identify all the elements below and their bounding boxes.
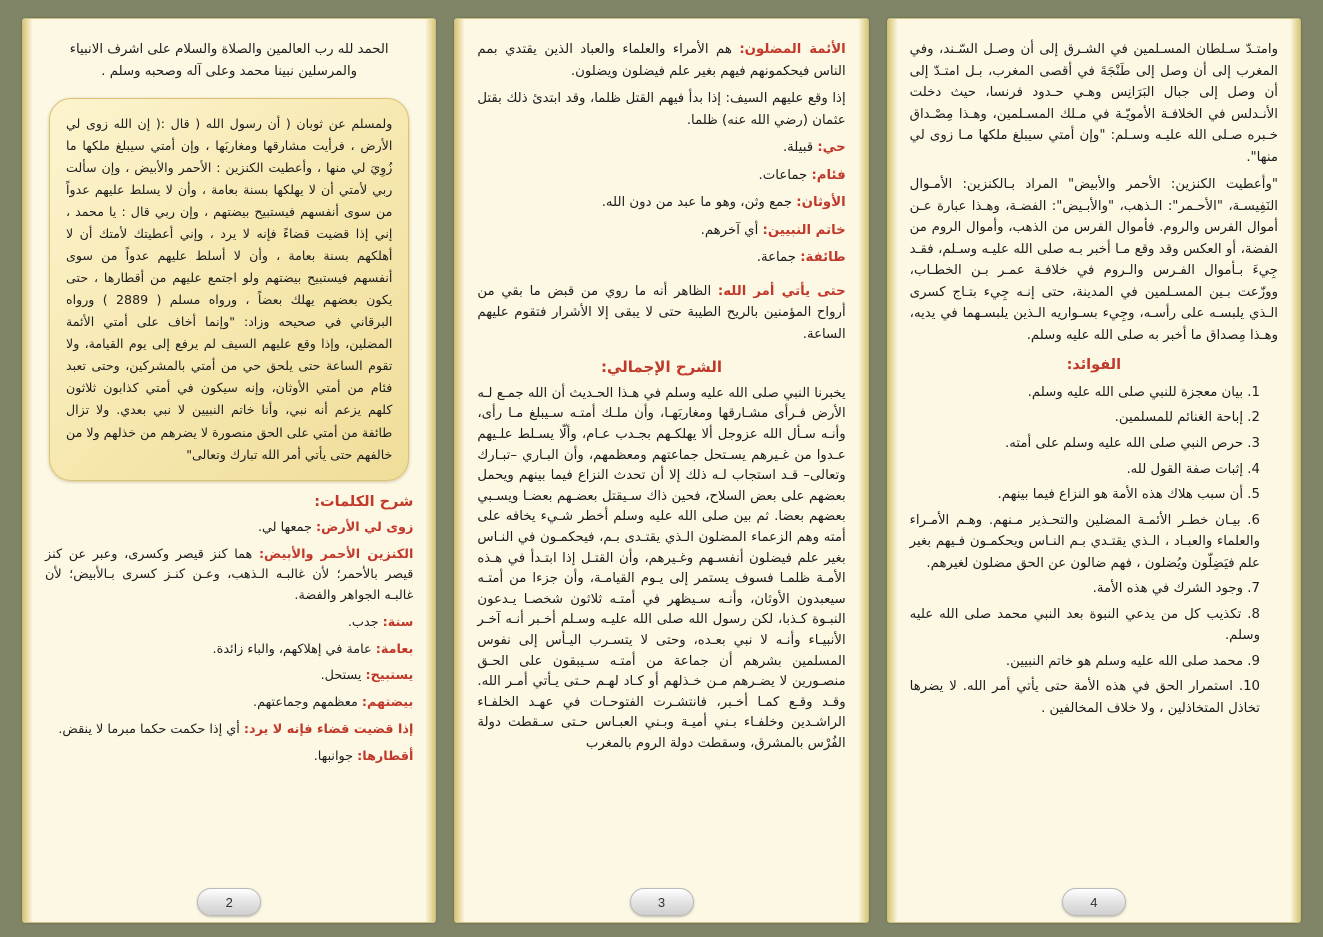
word-text: هما كنز قيصر وكسرى، وعبر عن كنز قيصر بالأحمر؛ لأن غالبـه الـذهب، وعـن كنـز كسرى بـالأبيض؛ لأن غالبـه الجواهر والفضة.	[45, 546, 414, 604]
fawaid-heading: الفوائد:	[1066, 357, 1122, 374]
hadith-quote-box: ولمسلم عن ثوبان ( أن رسول الله ( قال :( إن الله زوى لي الأرض ، فرأيت مشارقها ومغاربَها ، وإن أمتي سيبلغ ملكها ما زُوِيَ لي منها ، وأعطيت الكنزين : الأحمر والأبيض ، وإن سألت ربي لأمتي أن لا يهلكها بسنة بعامة ، وأن لا يسلط عليهم عدواً من سوى أنفسهم فيستبيح بيضتهم ، وإن ربي قال : يا محمد ، إني إذا قضيت قضاءً فإنه لا يرد ، وإني أعطيتك لأمتك أن لا أهلكهم بسنة بعامة ، وأن لا أسلط عليهم عدواً من سوى أنفسهم فيستبيح بيضتهم ولو اجتمع عليهم من أقطارها ، حتى يكون بعضهم يهلك بعضاً ، ورواه مسلم ( 2889 ) ورواه البرقاني في صحيحه وزاد: "وإنما أخاف على أمتي الأئمة المضلين، وإذا وقع عليهم السيف لم يرفع إلى يوم القيامة، ولا تقوم الساعة حتى يلحق حي من أمتي بالمشركين، وحتى تعبد فئام من أمتي الأوثان، وإنه سيكون في أمتي كذابون ثلاثون كلهم يزعم أنه نبي، وأنا خاتم النبيين لا نبي بعدي. ولا تزال طائفة من أمتي على الحق منصورة لا يضرهم من خذلهم ولا من خالفهم حتى يأتي أمر الله تبارك وتعالى"	[49, 98, 409, 481]
word-entry	[45, 640, 413, 661]
word-entry	[45, 545, 413, 607]
fawaid-list	[910, 382, 1278, 719]
word-term: بعامة:	[375, 641, 414, 657]
glossary-entry	[477, 165, 845, 187]
sword-paragraph: إذا وقع عليهم السيف: إذا بدأ فيهم القتل ظلما، وقد ابتدئ ذلك بقتل عثمان (رضي الله عنه) ظلما.	[477, 91, 846, 128]
word-text: معظمهم وجماعتهم.	[253, 695, 362, 711]
glossary-text: جماعات.	[758, 167, 812, 183]
book-page-2	[22, 18, 436, 923]
page-4-paragraph-1: وامتـدّ سـلطان المسـلمين في الشـرق إلى أن وصـل السّـند، وفي المغرب إلى أن وصل إلى طَنْجَةَ في أقصى المغرب، بـل امتـدّ إلى أن وصل إلى جبال البَرَانِس وهـي حـدود فرنسا، حيث دخلت الأنـدلس في الخلافـة الأمويّـة في مـلك المسـلمين، وهـذا مِصْـداق خـبره صـلى الله عليـه وسـلم: "وإن أمتي سيبلغ ملكها مـا زوى لي منها".	[909, 42, 1278, 165]
list-item: 4. إثبات صفة القول لله.	[1126, 461, 1260, 477]
imams-definition-term: الأئمة المضلون:	[739, 42, 846, 57]
list-item: 6. بيـان خطـر الأئمـة المضلين والتحـذير مـنهم. وهـم الأمـراء والعلماء والعبـاد ، الـذي يقتـدي بـم النـاس ويحكمـون فـيهم بغير علم فيَضِلّون ويُضلون ، فهم ضالون عن الحق مضلون لغيرهم.	[909, 512, 1260, 571]
page-2-content	[23, 19, 435, 922]
book-page-3	[454, 18, 868, 923]
glossary-entry	[477, 247, 845, 269]
page-number-badge: 3	[630, 888, 694, 916]
word-text: جوانبها.	[313, 748, 358, 764]
list-item: 3. حرص النبي صلى الله عليه وسلم على أمته.	[1005, 435, 1260, 451]
word-term: زوى لي الأرض:	[316, 520, 414, 536]
imams-definition-text: هم الأمراء والعلماء والعباد الذين يقتدي بمم الناس فيحكمونهم فيهم بغير علم فيضلون ويضلون.	[477, 42, 846, 79]
word-term: بيضتهم:	[361, 695, 414, 711]
list-item: 5. أن سبب هلاك هذه الأمة هو النزاع فيما بينهم.	[997, 487, 1260, 503]
list-item: 8. تكذيب كل من يدعي النبوة بعد النبي محمد صلى الله عليه وسلم.	[909, 606, 1260, 644]
basmalah-opening: الحمد لله رب العالمين والصلاة والسلام على اشرف الانبياء والمرسلين نبينا محمد وعلى آله وصحبه وسلم .	[69, 42, 389, 79]
until-allah-text: الظاهر أنه ما روي من قبض ما بقي من أرواح المؤمنين بالريح الطيبة حتى لا يبقى إلا الأشرار فتقوم عليهم الساعة.	[477, 283, 846, 342]
words-explanation-heading: شرح الكلمات:	[314, 493, 414, 510]
glossary-text: جماعة.	[756, 250, 801, 266]
word-entry	[45, 693, 413, 714]
list-item: 9. محمد صلى الله عليه وسلم هو خاتم النبيين.	[1005, 653, 1260, 669]
word-text: أي إذا حكمت حكما مبرما لا ينقض.	[58, 721, 244, 737]
book-page-4	[887, 18, 1301, 923]
until-allah-note	[477, 281, 845, 346]
word-entry	[45, 747, 413, 768]
imams-definition	[477, 39, 845, 82]
explanation-body: يخبرنا النبي صلى الله عليه وسلم في هـذا الحـديث أن الله جمـع لـه الأرض فـرأى مشـارقها ومغاربَهـا، وأن ملـك أمتـه سـيبلغ مـا رأى، وأنـه سـأل الله عزوجل ألا يهلكـهم بجـدب عـام، وألّا يسـلط علـيهم عـدوا من غـيرهم يسـتحل جماعتهم ومعظمهم، وأن البـاري –تبـارك وتعالى– قـد استجاب لـه ذلك إلا أن تحدث النزاع فيما بينهم ويحمل بعضهم على بعض السلاح، فحين ذاك سـيقتل بعضـهم بعضـا ويسـبي بعضهم بعضا. ثم بين صلى الله عليه وسلم أخطر شـيء يخافه على أمته وهم الزعماء المضلون الـذي يقتـدى بـم، فيحكمـون في النـاس بغير علم فيضلون أنفسـهم وغـيرهم، وأن القتـل إذا ابتـدأ في هـذه الأمـة ظلمـا فسوف يستمر إلى يـوم القيامـة، وأن جزءا من أمتـه سيعبدون الأوثان، وأنـه سـيظهر في أمتـه ثلاثون شخصـا يـدعون النبـوة كـذبا، لكن رسول الله صلى الله عليـه وسـلم أخـبر أنـه آخـر الأنبيـاء وأنـه لا نبي بعـده، وحتى لا يتسـرب اليـأس إلى نفوس المسلمين بشرهم أن جماعة من أمتـه سـيبقون على الحـق منصـورين لا يضـرهم مـن خـذلهم أو كـاد لهـم حـتى يـأتي أمـر الله. وقـد وقـع كمـا أخـبر، فانتشـرت الفتوحـات في عهـد الخلفـاء الراشـدين وخلفـاء بـني أميـة وبـني العبـاس حـتى سـقطت دولة الفُرْس بالمشرق، وسقطت دولة الروم بالمغرب	[477, 385, 846, 752]
word-term: سنة:	[382, 614, 414, 630]
list-item: 1. بيان معجزة للنبي صلى الله عليه وسلم.	[1027, 384, 1260, 400]
glossary-term: طائفة:	[800, 250, 846, 266]
until-allah-term: حتى يأتي أمر الله:	[717, 283, 846, 299]
word-entry	[45, 666, 413, 687]
list-item: 10. استمرار الحق في هذه الأمة حتى يأتي أمر الله. لا يضرها تخاذل المتخاذلين ، ولا خلاف المخالفين .	[909, 679, 1260, 716]
list-item: 7. وجود الشرك في هذه الأمة.	[1092, 581, 1260, 597]
word-text: عامة في إهلاكهم، والباء زائدة.	[212, 641, 376, 657]
word-text: جدب.	[347, 614, 383, 630]
glossary-text: أي آخرهم.	[700, 222, 763, 238]
word-entry	[45, 720, 413, 741]
glossary-text: قبيلة.	[782, 140, 818, 156]
glossary-term: حي:	[817, 140, 846, 156]
page-4-content	[888, 19, 1300, 922]
word-term: إذا قضيت قضاء فإنه لا يرد:	[243, 721, 414, 737]
glossary-term: الأوثان:	[796, 195, 846, 211]
glossary-entry	[477, 220, 845, 242]
page-4-paragraph-2: "وأعطيت الكنزين: الأحمر والأبيض" المراد بـالكنزين: الأمـوال النَفِيسـة، "الأحـمر": الـذهب، "والأبـيض": الفضـة، وهـذا عبارة عـن أموال الفرس والروم. فأموال الفرس من الذهب، وأموال الروم من الفضة، أو العكس وقد وقع مـا أخبر بـه صلى الله عليـه وسـلم، فقـد جِيءَ بـأموال الفـرس والـروم في خلافـة عمـر بـن الخطـاب، ووزّعت بـين المسـلمين في المدينة، حتى إنـه جِيء بتـاج كسرى الـذي يلبسـه على رأسـه، وجِيء بسـواريه الـذين يلبسـهما في يديه، وهـذا مِصداق ما أخبر به صلى الله عليه وسلم.	[909, 177, 1278, 343]
glossary-entry	[477, 192, 845, 214]
word-term: الكنزين الأحمر والأبيض:	[258, 546, 414, 562]
glossary-text: جمع وثن، وهو ما عبد من دون الله.	[601, 195, 797, 211]
glossary-term: فئام:	[811, 167, 846, 183]
word-text: يستحل.	[320, 668, 366, 684]
page-columns	[22, 18, 1301, 923]
word-term: أقطارها:	[357, 748, 414, 764]
page-3-content	[455, 19, 867, 922]
list-item: 2. إباحة الغنائم للمسلمين.	[1114, 410, 1260, 426]
page-number-badge: 4	[1062, 888, 1126, 916]
word-text: جمعها لي.	[257, 520, 317, 536]
glossary-term: خاتم النبيين:	[762, 222, 846, 238]
word-entry	[45, 613, 413, 634]
word-term: يستبيح:	[365, 668, 414, 684]
page-number-badge: 2	[197, 888, 261, 916]
glossary-entry	[477, 137, 845, 159]
explanation-heading: الشرح الإجمالي:	[600, 358, 723, 377]
word-entry	[45, 518, 413, 539]
